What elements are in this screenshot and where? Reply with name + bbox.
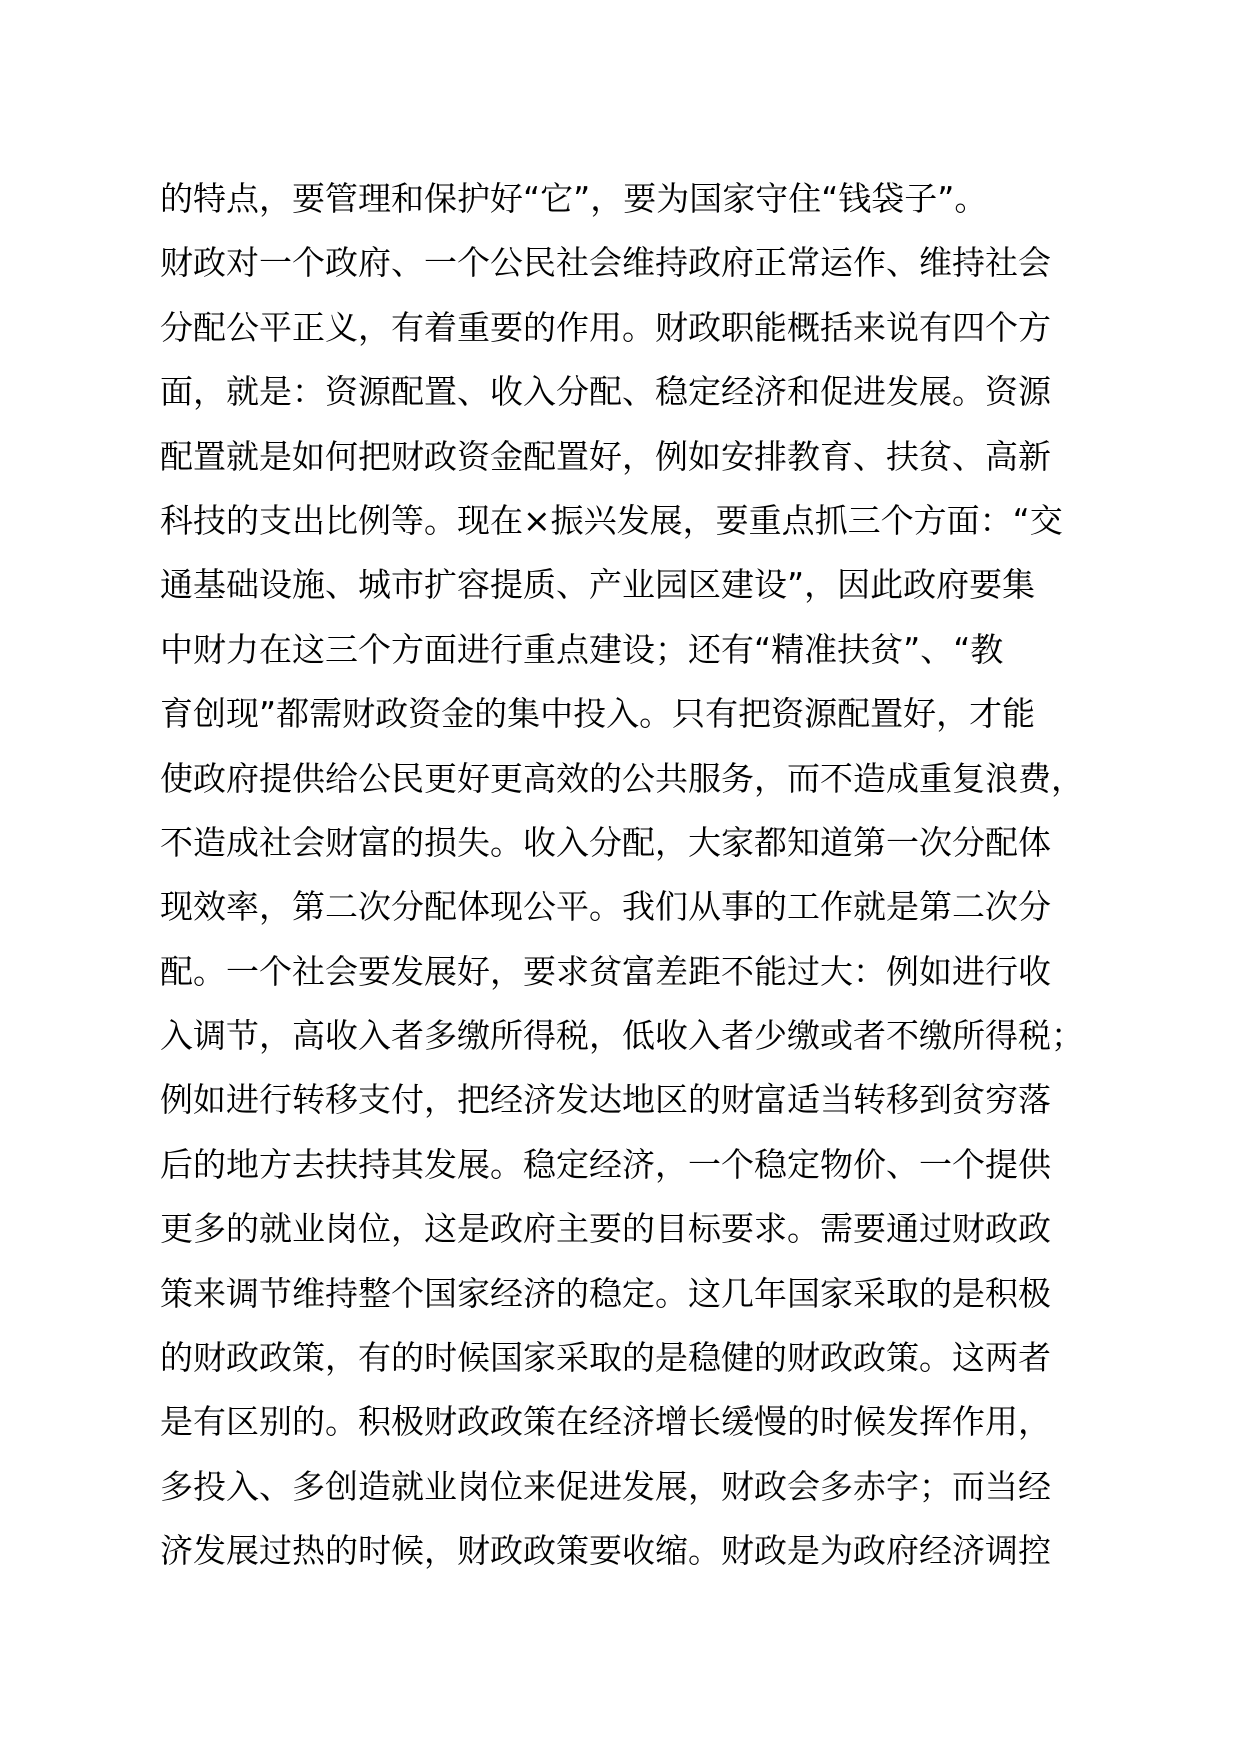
text-line: 使政府提供给公民更好更高效的公共服务，而不造成重复浪费， (160, 758, 1084, 798)
text-line: 分配公平正义，有着重要的作用。财政职能概括来说有四个方 (160, 307, 1051, 347)
text-line: 入调节，高收入者多缴所得税，低收入者少缴或者不缴所得税； (160, 1016, 1084, 1056)
text-line: 育创现”都需财政资金的集中投入。只有把资源配置好，才能 (160, 694, 1036, 734)
text-line: 中财力在这三个方面进行重点建设；还有“精准扶贫”、“教 (160, 629, 1004, 669)
text-line: 面，就是：资源配置、收入分配、稳定经济和促进发展。资源 (160, 372, 1051, 412)
text-line: 的财政政策，有的时候国家采取的是稳健的财政政策。这两者 (160, 1338, 1051, 1378)
text-line: 现效率，第二次分配体现公平。我们从事的工作就是第二次分 (160, 887, 1051, 927)
text-line: 不造成社会财富的损失。收入分配，大家都知道第一次分配体 (160, 822, 1051, 862)
text-line: 配。一个社会要发展好，要求贫富差距不能过大：例如进行收 (160, 951, 1051, 991)
text-line: 例如进行转移支付，把经济发达地区的财富适当转移到贫穷落 (160, 1080, 1051, 1120)
text-line: 后的地方去扶持其发展。稳定经济，一个稳定物价、一个提供 (160, 1144, 1051, 1184)
text-line: 通基础设施、城市扩容提质、产业园区建设”，因此政府要集 (160, 565, 1036, 605)
text-line: 配置就是如何把财政资金配置好，例如安排教育、扶贫、高新 (160, 436, 1051, 476)
text-line: 财政对一个政府、一个公民社会维持政府正常运作、维持社会 (160, 243, 1051, 283)
text-line: 是有区别的。积极财政政策在经济增长缓慢的时候发挥作用， (160, 1402, 1051, 1442)
text-line: 的特点，要管理和保护好“它”，要为国家守住“钱袋子”。 (160, 179, 988, 218)
text-line: 更多的就业岗位，这是政府主要的目标要求。需要通过财政政 (160, 1209, 1051, 1249)
body-text (160, 167, 1120, 1584)
text-line: 济发展过热的时候，财政政策要收缩。财政是为政府经济调控 (160, 1531, 1051, 1571)
text-line: 科技的支出比例等。现在×振兴发展，要重点抓三个方面：“交 (160, 500, 1063, 540)
text-line: 多投入、多创造就业岗位来促进发展，财政会多赤字；而当经 (160, 1466, 1051, 1506)
text-line: 策来调节维持整个国家经济的稳定。这几年国家采取的是积极 (160, 1273, 1051, 1313)
